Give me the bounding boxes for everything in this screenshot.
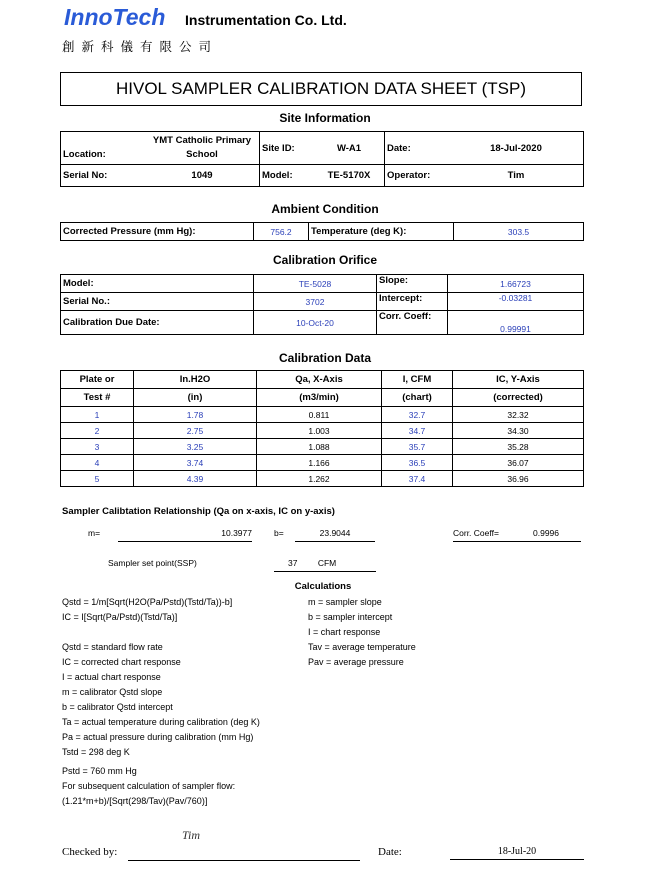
location-value-line1: YMT Catholic Primary <box>152 135 252 146</box>
company-name: Instrumentation Co. Ltd. <box>185 12 347 28</box>
m-label: m= <box>88 528 101 538</box>
table-row <box>61 407 584 423</box>
calc-def-sampler-intercept: b = sampler intercept <box>308 612 393 622</box>
calc-left-block <box>62 595 260 809</box>
date-value: 18-Jul-2020 <box>449 132 584 165</box>
calc-def-qstd: Qstd = standard flow rate <box>62 642 163 652</box>
calc-def-b: b = calibrator Qstd intercept <box>62 702 173 712</box>
cell-i: 32.7 <box>382 407 453 423</box>
calc-formula-ic: IC = I[Sqrt(Pa/Pstd)(Tstd/Ta)] <box>62 612 178 622</box>
calib-header-row-1 <box>61 371 584 389</box>
cell-i: 37.4 <box>382 471 453 487</box>
col-header: (m3/min) <box>257 389 382 407</box>
col-header: I, CFM <box>382 371 453 389</box>
rel-corr-value: 0.9996 <box>533 528 559 538</box>
ssp-line <box>274 558 376 572</box>
calc-def-pa: Pa = actual pressure during calibration (mm Hg) <box>62 732 254 742</box>
b-value: 23.9044 <box>295 528 375 542</box>
orifice-model-label: Model: <box>61 275 254 293</box>
orifice-serial-label: Serial No.: <box>61 293 254 311</box>
cell-h2o: 2.75 <box>134 423 257 439</box>
cell-h2o: 3.25 <box>134 439 257 455</box>
table-row <box>61 471 584 487</box>
table-row <box>61 423 584 439</box>
slope-label: Slope: <box>377 275 448 293</box>
operator-label: Operator: <box>385 165 450 187</box>
corr-coeff-value: 0.99991 <box>448 311 584 335</box>
location-value <box>145 132 260 165</box>
model-label: Model: <box>260 165 315 187</box>
intercept-value: -0.03281 <box>448 293 584 311</box>
cell-ic: 34.30 <box>453 423 584 439</box>
calc-def-tstd: Tstd = 298 deg K <box>62 747 130 757</box>
calc-def-chart-response: I = chart response <box>308 627 381 637</box>
cell-h2o: 4.39 <box>134 471 257 487</box>
calc-def-m: m = calibrator Qstd slope <box>62 687 163 697</box>
cell-test: 5 <box>61 471 134 487</box>
site-info-heading: Site Information <box>279 111 371 125</box>
rel-corr-label: Corr. Coeff= <box>453 528 499 538</box>
site-id-label: Site ID: <box>260 132 315 165</box>
model-value: TE-5170X <box>314 165 385 187</box>
ambient-table <box>60 222 584 241</box>
slope-value: 1.66723 <box>448 275 584 293</box>
signature: Tim <box>182 828 201 842</box>
location-label: Location: <box>61 132 146 165</box>
table-row <box>61 455 584 471</box>
checked-by-line <box>128 860 360 861</box>
cell-ic: 32.32 <box>453 407 584 423</box>
orifice-table <box>60 274 584 335</box>
due-date-label: Calibration Due Date: <box>61 311 254 335</box>
checked-by-label: Checked by: <box>62 846 118 858</box>
cell-ic: 36.96 <box>453 471 584 487</box>
calculations-heading: Calculations <box>294 581 352 592</box>
cell-test: 1 <box>61 407 134 423</box>
col-header: (chart) <box>382 389 453 407</box>
table-row <box>61 439 584 455</box>
calc-def-i: I = actual chart response <box>62 672 161 682</box>
calc-def-ta: Ta = actual temperature during calibration (deg K) <box>62 717 260 727</box>
date-label: Date: <box>385 132 450 165</box>
col-header: Plate or <box>61 371 134 389</box>
cell-h2o: 1.78 <box>134 407 257 423</box>
calib-heading: Calibration Data <box>278 351 371 365</box>
cell-qa: 1.166 <box>257 455 382 471</box>
cell-ic: 36.07 <box>453 455 584 471</box>
page-title: HIVOL SAMPLER CALIBRATION DATA SHEET (TSP) <box>60 72 582 106</box>
calc-def-pav: Pav = average pressure <box>308 657 404 667</box>
footer-date-label: Date: <box>378 846 402 858</box>
orifice-serial-value: 3702 <box>254 293 377 311</box>
orifice-model-value: TE-5028 <box>254 275 377 293</box>
calc-def-sampler-slope: m = sampler slope <box>308 597 382 607</box>
cell-test: 2 <box>61 423 134 439</box>
cell-i: 35.7 <box>382 439 453 455</box>
ambient-heading: Ambient Condition <box>271 202 379 216</box>
col-header: In.H2O <box>134 371 257 389</box>
pressure-label: Corrected Pressure (mm Hg): <box>61 223 254 241</box>
corr-coeff-line <box>453 528 581 542</box>
calc-right-block <box>308 595 416 670</box>
calib-header-row-2 <box>61 389 584 407</box>
cell-qa: 1.088 <box>257 439 382 455</box>
calc-def-tav: Tav = average temperature <box>308 642 416 652</box>
calc-def-pstd: Pstd = 760 mm Hg <box>62 766 137 776</box>
cell-test: 4 <box>61 455 134 471</box>
operator-value: Tim <box>449 165 584 187</box>
calc-subsequent-note: For subsequent calculation of sampler flow: <box>62 781 236 791</box>
ssp-label: Sampler set point(SSP) <box>108 558 197 568</box>
temperature-label: Temperature (deg K): <box>309 223 454 241</box>
cell-qa: 0.811 <box>257 407 382 423</box>
corr-coeff-label: Corr. Coeff: <box>377 311 448 335</box>
company-logo-brand: InnoTech <box>64 4 166 30</box>
ssp-unit: CFM <box>317 558 337 568</box>
ssp-value: 37 <box>288 558 298 568</box>
calib-table <box>60 370 584 487</box>
relationship-heading: Sampler Calibtation Relationship (Qa on x-axis, IC on y-axis) <box>62 506 335 517</box>
orifice-heading: Calibration Orifice <box>272 253 378 267</box>
calc-formula-qstd: Qstd = 1/m[Sqrt(H2O(Pa/Pstd)(Tstd/Ta))-b] <box>62 597 233 607</box>
cell-i: 34.7 <box>382 423 453 439</box>
serial-label: Serial No: <box>61 165 146 187</box>
location-value-line2: School <box>186 149 218 160</box>
footer-date-value: 18-Jul-20 <box>450 846 584 860</box>
intercept-label: Intercept: <box>377 293 448 311</box>
m-value: 10.3977 <box>118 528 252 542</box>
calc-spacer <box>62 625 260 640</box>
company-chinese-name: 創新科儀有限公司 <box>62 40 219 54</box>
temperature-value: 303.5 <box>454 223 584 241</box>
serial-value: 1049 <box>145 165 260 187</box>
cell-i: 36.5 <box>382 455 453 471</box>
cell-h2o: 3.74 <box>134 455 257 471</box>
calc-def-ic: IC = corrected chart response <box>62 657 181 667</box>
calc-subsequent-formula: (1.21*m+b)/[Sqrt(298/Tav)(Pav/760)] <box>62 796 208 806</box>
col-header: Test # <box>61 389 134 407</box>
pressure-value: 756.2 <box>254 223 309 241</box>
col-header: Qa, X-Axis <box>257 371 382 389</box>
cell-qa: 1.262 <box>257 471 382 487</box>
b-label: b= <box>274 528 284 538</box>
due-date-value: 10-Oct-20 <box>254 311 377 335</box>
cell-test: 3 <box>61 439 134 455</box>
site-id-value: W-A1 <box>314 132 385 165</box>
cell-ic: 35.28 <box>453 439 584 455</box>
col-header: (in) <box>134 389 257 407</box>
cell-qa: 1.003 <box>257 423 382 439</box>
col-header: (corrected) <box>453 389 584 407</box>
col-header: IC, Y-Axis <box>453 371 584 389</box>
site-info-table <box>60 131 584 187</box>
